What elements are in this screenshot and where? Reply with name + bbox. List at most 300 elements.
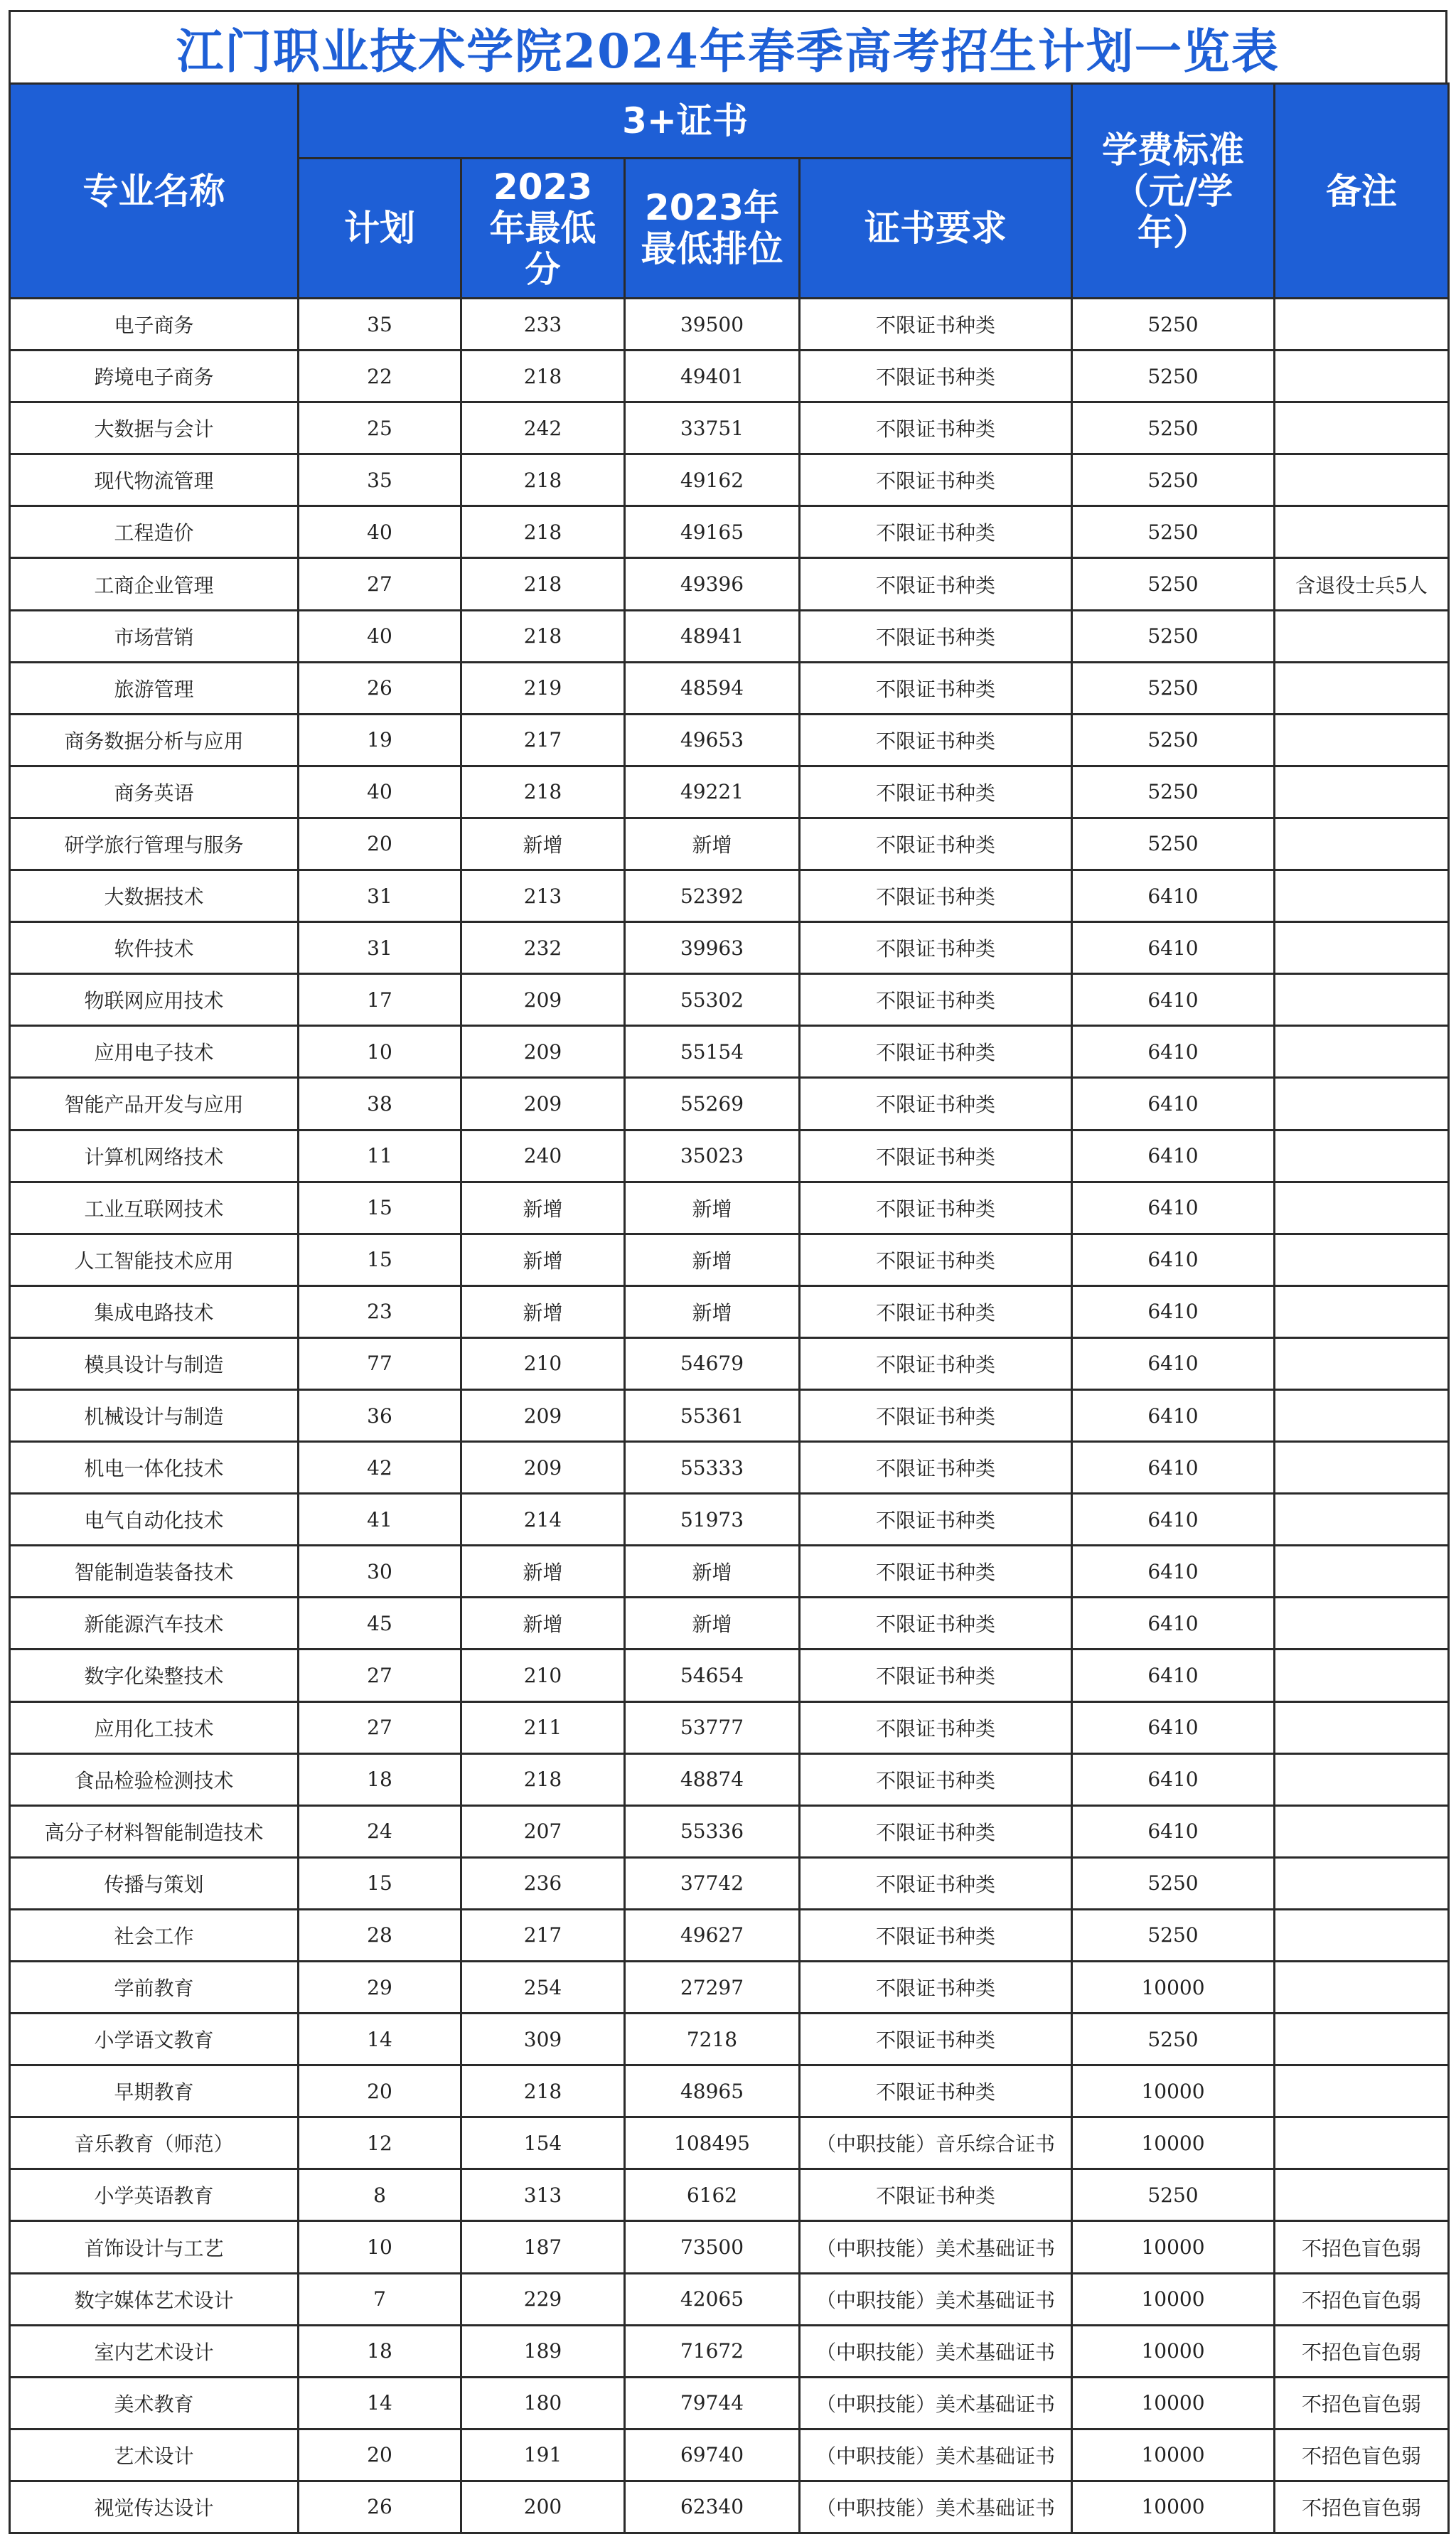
major-cell: 物联网应用技术 <box>10 974 299 1026</box>
cert-requirement-cell: 不限证书种类 <box>800 610 1072 662</box>
major-cell: 数字媒体艺术设计 <box>10 2273 299 2325</box>
major-cell: 大数据与会计 <box>10 402 299 454</box>
cert-requirement-cell: 不限证书种类 <box>800 1805 1072 1857</box>
cert-requirement-cell: 不限证书种类 <box>800 662 1072 714</box>
cert-requirement-cell: 不限证书种类 <box>800 506 1072 558</box>
cert-requirement-cell: （中职技能）美术基础证书 <box>800 2377 1072 2429</box>
tuition-cell: 10000 <box>1072 2481 1275 2533</box>
tuition-cell: 6410 <box>1072 1078 1275 1130</box>
note-cell <box>1275 1285 1449 1337</box>
major-cell: 工程造价 <box>10 506 299 558</box>
major-cell: 商务英语 <box>10 766 299 818</box>
min-score-cell: 254 <box>461 1962 625 2014</box>
tuition-cell: 6410 <box>1072 1753 1275 1805</box>
table-row <box>10 2273 1449 2325</box>
plan-cell: 24 <box>299 1805 461 1857</box>
header-min-rank: 2023年最低排位 <box>625 159 800 299</box>
note-cell <box>1275 1857 1449 1909</box>
major-cell: 应用化工技术 <box>10 1701 299 1753</box>
plan-cell: 14 <box>299 2014 461 2065</box>
min-rank-cell: 49627 <box>625 1909 800 1961</box>
plan-cell: 27 <box>299 1650 461 1701</box>
major-cell: 人工智能技术应用 <box>10 1234 299 1285</box>
table-row <box>10 299 1449 351</box>
note-cell <box>1275 1337 1449 1389</box>
min-score-cell: 新增 <box>461 1285 625 1337</box>
min-rank-cell: 48594 <box>625 662 800 714</box>
major-cell: 视觉传达设计 <box>10 2481 299 2533</box>
tuition-cell: 10000 <box>1072 2117 1275 2169</box>
tuition-cell: 6410 <box>1072 1182 1275 1234</box>
min-score-cell: 209 <box>461 974 625 1026</box>
min-rank-cell: 48941 <box>625 610 800 662</box>
cert-requirement-cell: 不限证书种类 <box>800 974 1072 1026</box>
min-score-cell: 218 <box>461 610 625 662</box>
plan-cell: 19 <box>299 714 461 766</box>
plan-cell: 14 <box>299 2377 461 2429</box>
min-score-cell: 233 <box>461 299 625 351</box>
major-cell: 工业互联网技术 <box>10 1182 299 1234</box>
cert-requirement-cell: 不限证书种类 <box>800 1598 1072 1650</box>
tuition-cell: 10000 <box>1072 2429 1275 2481</box>
cert-requirement-cell: 不限证书种类 <box>800 351 1072 402</box>
tuition-cell: 5250 <box>1072 662 1275 714</box>
major-cell: 模具设计与制造 <box>10 1337 299 1389</box>
min-rank-cell: 55333 <box>625 1442 800 1494</box>
min-score-cell: 242 <box>461 402 625 454</box>
tuition-cell: 5250 <box>1072 610 1275 662</box>
min-rank-cell: 新增 <box>625 1598 800 1650</box>
major-cell: 社会工作 <box>10 1909 299 1961</box>
cert-requirement-cell: 不限证书种类 <box>800 2169 1072 2221</box>
table-row <box>10 766 1449 818</box>
note-cell <box>1275 1442 1449 1494</box>
major-cell: 智能产品开发与应用 <box>10 1078 299 1130</box>
table-row <box>10 1805 1449 1857</box>
tuition-cell: 6410 <box>1072 922 1275 974</box>
major-cell: 食品检验检测技术 <box>10 1753 299 1805</box>
tuition-cell: 5250 <box>1072 299 1275 351</box>
min-score-cell: 209 <box>461 1078 625 1130</box>
min-rank-cell: 108495 <box>625 2117 800 2169</box>
table-row <box>10 2377 1449 2429</box>
note-cell <box>1275 1546 1449 1598</box>
tuition-cell: 6410 <box>1072 1494 1275 1546</box>
header-tuition: 学费标准（元/学年） <box>1072 84 1275 299</box>
page-title: 江门职业技术学院2024年春季高考招生计划一览表 <box>9 10 1447 82</box>
note-cell: 不招色盲色弱 <box>1275 2429 1449 2481</box>
min-rank-cell: 49165 <box>625 506 800 558</box>
table-row <box>10 1909 1449 1961</box>
table-row <box>10 1442 1449 1494</box>
min-score-cell: 新增 <box>461 1598 625 1650</box>
cert-requirement-cell: 不限证书种类 <box>800 299 1072 351</box>
min-score-cell: 214 <box>461 1494 625 1546</box>
table-row <box>10 2014 1449 2065</box>
tuition-cell: 10000 <box>1072 2221 1275 2273</box>
table-body <box>10 299 1449 2533</box>
header-min-score: 2023年最低分 <box>461 159 625 299</box>
cert-requirement-cell: （中职技能）美术基础证书 <box>800 2325 1072 2377</box>
min-rank-cell: 71672 <box>625 2325 800 2377</box>
min-rank-cell: 55336 <box>625 1805 800 1857</box>
cert-requirement-cell: 不限证书种类 <box>800 1546 1072 1598</box>
plan-cell: 10 <box>299 1026 461 1078</box>
cert-requirement-cell: 不限证书种类 <box>800 766 1072 818</box>
table-row <box>10 1130 1449 1182</box>
min-rank-cell: 39500 <box>625 299 800 351</box>
plan-cell: 40 <box>299 610 461 662</box>
table-row <box>10 2065 1449 2117</box>
table-row <box>10 1546 1449 1598</box>
min-score-cell: 新增 <box>461 1546 625 1598</box>
min-score-cell: 213 <box>461 870 625 922</box>
min-rank-cell: 49401 <box>625 351 800 402</box>
tuition-cell: 10000 <box>1072 2325 1275 2377</box>
table-row <box>10 1962 1449 2014</box>
major-cell: 早期教育 <box>10 2065 299 2117</box>
plan-cell: 15 <box>299 1234 461 1285</box>
plan-cell: 18 <box>299 2325 461 2377</box>
note-cell <box>1275 818 1449 870</box>
table-row <box>10 662 1449 714</box>
table-row <box>10 1078 1449 1130</box>
table-row <box>10 1285 1449 1337</box>
note-cell <box>1275 1234 1449 1285</box>
note-cell <box>1275 922 1449 974</box>
min-rank-cell: 52392 <box>625 870 800 922</box>
tuition-cell: 6410 <box>1072 1285 1275 1337</box>
cert-requirement-cell: 不限证书种类 <box>800 1078 1072 1130</box>
tuition-cell: 6410 <box>1072 1389 1275 1441</box>
min-score-cell: 新增 <box>461 1234 625 1285</box>
min-rank-cell: 49653 <box>625 714 800 766</box>
min-rank-cell: 49221 <box>625 766 800 818</box>
min-rank-cell: 42065 <box>625 2273 800 2325</box>
note-cell <box>1275 2117 1449 2169</box>
major-cell: 智能制造装备技术 <box>10 1546 299 1598</box>
plan-cell: 12 <box>299 2117 461 2169</box>
tuition-cell: 6410 <box>1072 1026 1275 1078</box>
plan-cell: 23 <box>299 1285 461 1337</box>
min-rank-cell: 新增 <box>625 1285 800 1337</box>
major-cell: 室内艺术设计 <box>10 2325 299 2377</box>
tuition-cell: 6410 <box>1072 1650 1275 1701</box>
table-row <box>10 922 1449 974</box>
min-rank-cell: 49396 <box>625 558 800 610</box>
cert-requirement-cell: 不限证书种类 <box>800 1753 1072 1805</box>
cert-requirement-cell: （中职技能）美术基础证书 <box>800 2221 1072 2273</box>
min-score-cell: 229 <box>461 2273 625 2325</box>
min-score-cell: 218 <box>461 1753 625 1805</box>
table-row <box>10 1234 1449 1285</box>
plan-cell: 30 <box>299 1546 461 1598</box>
tuition-cell: 5250 <box>1072 1909 1275 1961</box>
cert-requirement-cell: 不限证书种类 <box>800 1337 1072 1389</box>
plan-cell: 20 <box>299 2429 461 2481</box>
note-cell <box>1275 2169 1449 2221</box>
tuition-cell: 6410 <box>1072 870 1275 922</box>
tuition-cell: 6410 <box>1072 1598 1275 1650</box>
table-row <box>10 1337 1449 1389</box>
min-rank-cell: 54654 <box>625 1650 800 1701</box>
admission-plan-table <box>9 82 1450 2534</box>
major-cell: 研学旅行管理与服务 <box>10 818 299 870</box>
min-score-cell: 218 <box>461 351 625 402</box>
table-row <box>10 558 1449 610</box>
tuition-cell: 6410 <box>1072 974 1275 1026</box>
min-score-cell: 210 <box>461 1337 625 1389</box>
min-rank-cell: 73500 <box>625 2221 800 2273</box>
plan-cell: 20 <box>299 818 461 870</box>
table-row <box>10 974 1449 1026</box>
note-cell <box>1275 1389 1449 1441</box>
plan-cell: 41 <box>299 1494 461 1546</box>
major-cell: 集成电路技术 <box>10 1285 299 1337</box>
note-cell <box>1275 2014 1449 2065</box>
plan-cell: 35 <box>299 299 461 351</box>
plan-cell: 77 <box>299 1337 461 1389</box>
major-cell: 软件技术 <box>10 922 299 974</box>
cert-requirement-cell: （中职技能）美术基础证书 <box>800 2429 1072 2481</box>
min-score-cell: 218 <box>461 506 625 558</box>
note-cell <box>1275 1182 1449 1234</box>
table-row <box>10 818 1449 870</box>
table-row <box>10 1753 1449 1805</box>
major-cell: 学前教育 <box>10 1962 299 2014</box>
plan-cell: 25 <box>299 402 461 454</box>
header-plan: 计划 <box>299 159 461 299</box>
min-rank-cell: 49162 <box>625 454 800 506</box>
plan-cell: 20 <box>299 2065 461 2117</box>
cert-requirement-cell: 不限证书种类 <box>800 1857 1072 1909</box>
cert-requirement-cell: 不限证书种类 <box>800 714 1072 766</box>
major-cell: 机电一体化技术 <box>10 1442 299 1494</box>
tuition-cell: 5250 <box>1072 1857 1275 1909</box>
tuition-cell: 5250 <box>1072 2169 1275 2221</box>
min-score-cell: 313 <box>461 2169 625 2221</box>
min-score-cell: 180 <box>461 2377 625 2429</box>
table-row <box>10 2481 1449 2533</box>
note-cell <box>1275 1753 1449 1805</box>
note-cell <box>1275 610 1449 662</box>
min-rank-cell: 55302 <box>625 974 800 1026</box>
table-row <box>10 1650 1449 1701</box>
major-cell: 高分子材料智能制造技术 <box>10 1805 299 1857</box>
header-cert-requirement: 证书要求 <box>800 159 1072 299</box>
min-score-cell: 207 <box>461 1805 625 1857</box>
table-row <box>10 1389 1449 1441</box>
plan-cell: 36 <box>299 1389 461 1441</box>
table-row <box>10 1182 1449 1234</box>
plan-cell: 31 <box>299 922 461 974</box>
min-rank-cell: 39963 <box>625 922 800 974</box>
note-cell <box>1275 766 1449 818</box>
major-cell: 数字化染整技术 <box>10 1650 299 1701</box>
major-cell: 新能源汽车技术 <box>10 1598 299 1650</box>
major-cell: 电子商务 <box>10 299 299 351</box>
min-rank-cell: 35023 <box>625 1130 800 1182</box>
tuition-cell: 6410 <box>1072 1701 1275 1753</box>
min-score-cell: 209 <box>461 1389 625 1441</box>
min-rank-cell: 69740 <box>625 2429 800 2481</box>
min-rank-cell: 新增 <box>625 1182 800 1234</box>
min-score-cell: 232 <box>461 922 625 974</box>
min-rank-cell: 62340 <box>625 2481 800 2533</box>
table-row <box>10 351 1449 402</box>
tuition-cell: 6410 <box>1072 1805 1275 1857</box>
table-row <box>10 402 1449 454</box>
cert-requirement-cell: 不限证书种类 <box>800 1130 1072 1182</box>
min-score-cell: 209 <box>461 1442 625 1494</box>
note-cell: 不招色盲色弱 <box>1275 2325 1449 2377</box>
tuition-cell: 6410 <box>1072 1442 1275 1494</box>
cert-requirement-cell: 不限证书种类 <box>800 402 1072 454</box>
table-row <box>10 2429 1449 2481</box>
header-note: 备注 <box>1275 84 1449 299</box>
table-row <box>10 610 1449 662</box>
note-cell <box>1275 1805 1449 1857</box>
cert-requirement-cell: 不限证书种类 <box>800 1026 1072 1078</box>
cert-requirement-cell: 不限证书种类 <box>800 1285 1072 1337</box>
min-rank-cell: 37742 <box>625 1857 800 1909</box>
tuition-cell: 6410 <box>1072 1337 1275 1389</box>
cert-requirement-cell: 不限证书种类 <box>800 1389 1072 1441</box>
min-rank-cell: 53777 <box>625 1701 800 1753</box>
cert-requirement-cell: 不限证书种类 <box>800 1442 1072 1494</box>
min-score-cell: 187 <box>461 2221 625 2273</box>
major-cell: 计算机网络技术 <box>10 1130 299 1182</box>
cert-requirement-cell: 不限证书种类 <box>800 1962 1072 2014</box>
table-row <box>10 1857 1449 1909</box>
cert-requirement-cell: （中职技能）美术基础证书 <box>800 2481 1072 2533</box>
tuition-cell: 6410 <box>1072 1546 1275 1598</box>
table-row <box>10 2117 1449 2169</box>
major-cell: 传播与策划 <box>10 1857 299 1909</box>
major-cell: 小学英语教育 <box>10 2169 299 2221</box>
tuition-cell: 10000 <box>1072 2377 1275 2429</box>
header-major: 专业名称 <box>10 84 299 299</box>
cert-requirement-cell: 不限证书种类 <box>800 2065 1072 2117</box>
min-rank-cell: 48874 <box>625 1753 800 1805</box>
plan-cell: 10 <box>299 2221 461 2273</box>
plan-cell: 31 <box>299 870 461 922</box>
major-cell: 市场营销 <box>10 610 299 662</box>
plan-cell: 27 <box>299 558 461 610</box>
min-rank-cell: 新增 <box>625 1546 800 1598</box>
note-cell <box>1275 714 1449 766</box>
note-cell <box>1275 1598 1449 1650</box>
min-rank-cell: 55154 <box>625 1026 800 1078</box>
tuition-cell: 5250 <box>1072 2014 1275 2065</box>
note-cell: 不招色盲色弱 <box>1275 2273 1449 2325</box>
min-rank-cell: 54679 <box>625 1337 800 1389</box>
plan-cell: 35 <box>299 454 461 506</box>
plan-cell: 38 <box>299 1078 461 1130</box>
major-cell: 商务数据分析与应用 <box>10 714 299 766</box>
note-cell <box>1275 1962 1449 2014</box>
min-rank-cell: 33751 <box>625 402 800 454</box>
min-score-cell: 219 <box>461 662 625 714</box>
min-score-cell: 新增 <box>461 1182 625 1234</box>
tuition-cell: 10000 <box>1072 2273 1275 2325</box>
min-score-cell: 191 <box>461 2429 625 2481</box>
cert-requirement-cell: 不限证书种类 <box>800 558 1072 610</box>
tuition-cell: 5250 <box>1072 351 1275 402</box>
table-row <box>10 2325 1449 2377</box>
table-row <box>10 870 1449 922</box>
plan-cell: 15 <box>299 1857 461 1909</box>
cert-requirement-cell: 不限证书种类 <box>800 922 1072 974</box>
note-cell: 不招色盲色弱 <box>1275 2481 1449 2533</box>
min-rank-cell: 7218 <box>625 2014 800 2065</box>
note-cell: 含退役士兵5人 <box>1275 558 1449 610</box>
plan-cell: 7 <box>299 2273 461 2325</box>
cert-requirement-cell: 不限证书种类 <box>800 1234 1072 1285</box>
note-cell <box>1275 1130 1449 1182</box>
plan-cell: 22 <box>299 351 461 402</box>
tuition-cell: 5250 <box>1072 818 1275 870</box>
note-cell <box>1275 1494 1449 1546</box>
cert-requirement-cell: 不限证书种类 <box>800 454 1072 506</box>
plan-cell: 29 <box>299 1962 461 2014</box>
major-cell: 电气自动化技术 <box>10 1494 299 1546</box>
table-row <box>10 454 1449 506</box>
note-cell <box>1275 1026 1449 1078</box>
plan-cell: 42 <box>299 1442 461 1494</box>
tuition-cell: 6410 <box>1072 1130 1275 1182</box>
min-rank-cell: 新增 <box>625 1234 800 1285</box>
table-row <box>10 1598 1449 1650</box>
note-cell <box>1275 974 1449 1026</box>
plan-cell: 40 <box>299 506 461 558</box>
major-cell: 小学语文教育 <box>10 2014 299 2065</box>
table-header <box>10 84 1449 299</box>
table-row <box>10 2221 1449 2273</box>
tuition-cell: 10000 <box>1072 2065 1275 2117</box>
cert-requirement-cell: 不限证书种类 <box>800 1494 1072 1546</box>
plan-cell: 40 <box>299 766 461 818</box>
note-cell <box>1275 506 1449 558</box>
note-cell <box>1275 454 1449 506</box>
cert-requirement-cell: 不限证书种类 <box>800 818 1072 870</box>
min-score-cell: 218 <box>461 2065 625 2117</box>
min-rank-cell: 55269 <box>625 1078 800 1130</box>
min-rank-cell: 6162 <box>625 2169 800 2221</box>
min-rank-cell: 79744 <box>625 2377 800 2429</box>
table-row <box>10 1701 1449 1753</box>
min-score-cell: 309 <box>461 2014 625 2065</box>
cert-requirement-cell: 不限证书种类 <box>800 1182 1072 1234</box>
table-row <box>10 1494 1449 1546</box>
tuition-cell: 6410 <box>1072 1234 1275 1285</box>
plan-cell: 17 <box>299 974 461 1026</box>
cert-requirement-cell: 不限证书种类 <box>800 1909 1072 1961</box>
tuition-cell: 5250 <box>1072 558 1275 610</box>
min-score-cell: 218 <box>461 558 625 610</box>
min-score-cell: 236 <box>461 1857 625 1909</box>
major-cell: 首饰设计与工艺 <box>10 2221 299 2273</box>
major-cell: 大数据技术 <box>10 870 299 922</box>
tuition-cell: 5250 <box>1072 714 1275 766</box>
major-cell: 应用电子技术 <box>10 1026 299 1078</box>
note-cell <box>1275 870 1449 922</box>
min-score-cell: 200 <box>461 2481 625 2533</box>
plan-cell: 45 <box>299 1598 461 1650</box>
min-score-cell: 154 <box>461 2117 625 2169</box>
min-rank-cell: 51973 <box>625 1494 800 1546</box>
min-score-cell: 217 <box>461 714 625 766</box>
